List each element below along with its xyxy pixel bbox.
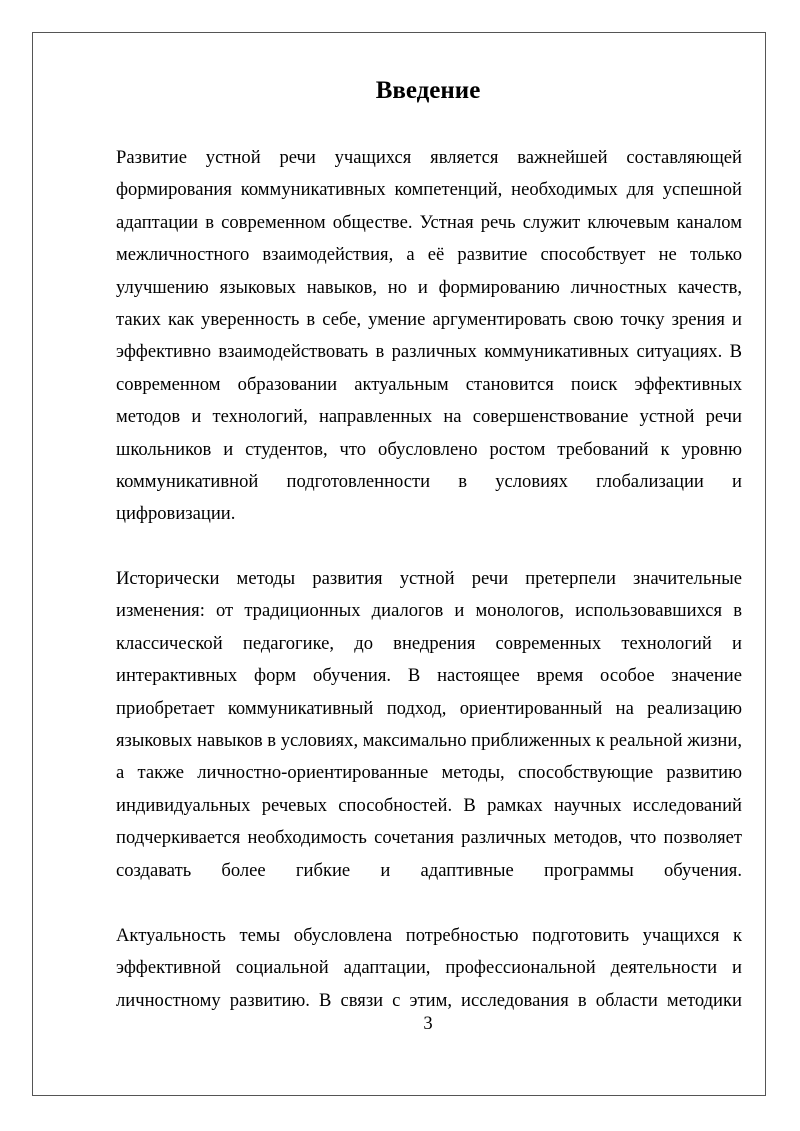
page-number: 3 [423,1013,433,1034]
paragraph-line: методов и технологий, направленных на совершенствование устной речи [116,406,742,428]
paragraph-line: изменения: от традиционных диалогов и монологов, использовавшихся в [116,600,742,622]
paragraph-3 [116,920,742,1017]
paragraph-2 [116,563,742,887]
paragraph-line: современном образовании актуальным становится поиск эффективных [116,373,742,395]
paragraph-line: личностному развитию. В связи с этим, исследования в области методики [116,989,742,1011]
paragraph-line: индивидуальных речевых способностей. В рамках научных исследований [116,794,742,816]
paragraph-line: Исторически методы развития устной речи претерпели значительные [116,568,742,589]
paragraph-line: классической педагогике, до внедрения современных технологий и [116,632,742,654]
paragraph-line: интерактивных форм обучения. В настоящее время особое значение [116,665,742,687]
paragraph-line: школьников и студентов, что обусловлено ростом требований к уровню [116,438,742,460]
paragraph-line: цифровизации. [116,503,236,525]
paragraph-line: формирования коммуникативных компетенций, необходимых для успешной [116,179,742,201]
paragraph-line: межличностного взаимодействия, а её развитие способствует не только [116,244,742,266]
paragraph-line: языковых навыков в условиях, максимально приближенных к реальной жизни, [116,729,742,751]
page-title: Введение [375,77,481,104]
paragraph-line: подчеркивается необходимость сочетания различных методов, что позволяет [116,827,742,849]
paragraph-line: эффективно взаимодействовать в различных коммуникативных ситуациях. В [116,341,742,363]
paragraph-line: приобретает коммуникативный подход, ориентированный на реализацию [116,697,742,719]
paragraph-1 [116,142,742,531]
paragraph-line: эффективной социальной адаптации, профессиональной деятельности и [116,957,742,979]
paragraph-line: создавать более гибкие и адаптивные программы обучения. [116,859,742,881]
paragraph-line: а также личностно-ориентированные методы, способствующие развитию [116,762,742,784]
paragraph-line: таких как уверенность в себе, умение аргументировать свою точку зрения и [116,308,742,330]
paragraph-line: адаптации в современном обществе. Устная речь служит ключевым каналом [116,211,742,233]
paragraph-line: коммуникативной подготовленности в условиях глобализации и [116,470,742,492]
paragraph-line: улучшению языковых навыков, но и формированию личностных качеств, [116,276,742,298]
paragraph-line: Развитие устной речи учащихся является важнейшей составляющей [116,147,742,168]
paragraph-line: Актуальность темы обусловлена потребностью подготовить учащихся к [116,925,742,946]
